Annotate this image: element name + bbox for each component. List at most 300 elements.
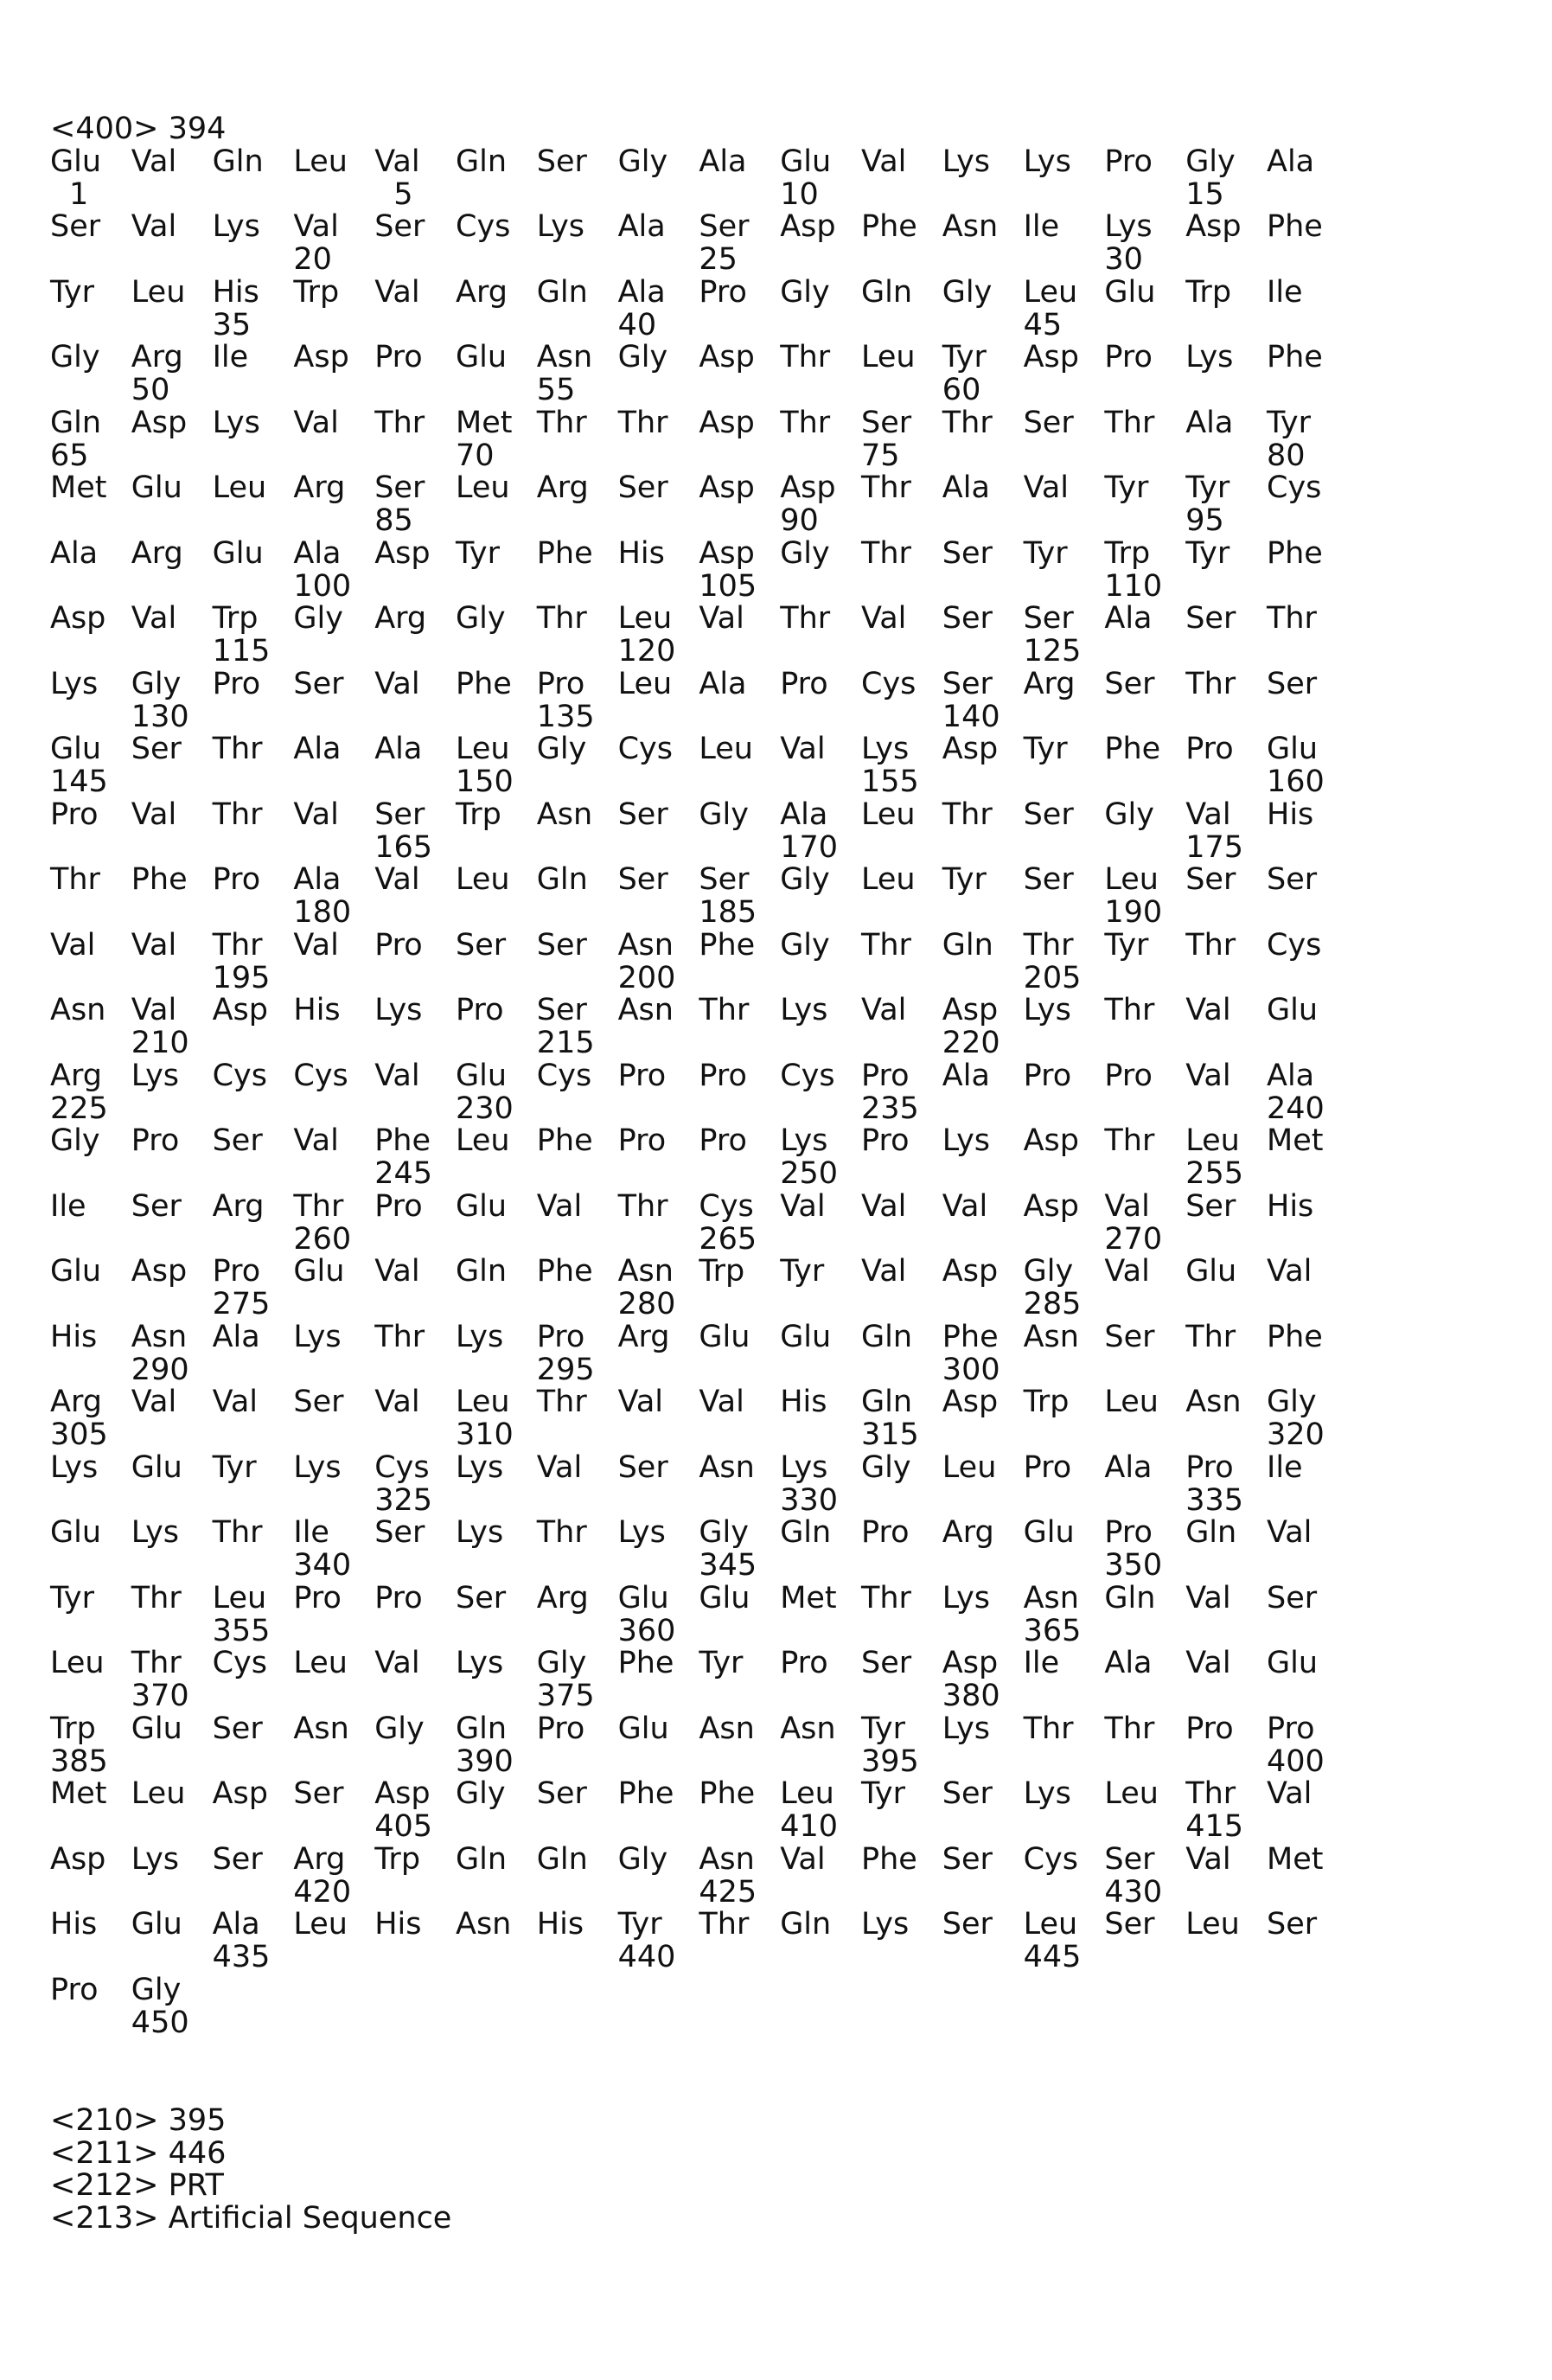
position-number: 315 (861, 1419, 919, 1452)
residue: Tyr (1024, 538, 1068, 571)
position-number-row (50, 440, 451, 473)
residue: Thr (618, 1191, 668, 1224)
position-number-row (50, 1615, 451, 1648)
residue: Leu (293, 1909, 348, 1942)
position-number-row (50, 1811, 451, 1844)
position-number: 75 (861, 440, 900, 473)
residue: Leu (618, 603, 673, 636)
position-number: 115 (213, 636, 271, 669)
residue: Thr (618, 407, 668, 440)
residue: Tyr (618, 1909, 662, 1942)
residue: Leu (699, 733, 753, 766)
position-number: 5 (393, 179, 412, 212)
position-number-row (50, 571, 451, 604)
residue: Val (293, 799, 338, 832)
position-number: 10 (780, 179, 819, 212)
residue: Lys (213, 211, 260, 244)
residue-row (50, 1452, 451, 1485)
field-value: Artificial Sequence (169, 2201, 452, 2236)
residue-row (50, 669, 451, 701)
position-number-row (50, 1877, 451, 1910)
residue: Ser (1024, 407, 1074, 440)
residue: Tyr (1024, 733, 1068, 766)
residue: Gln (456, 1844, 507, 1877)
residue: Leu (456, 864, 510, 897)
residue: His (50, 1909, 97, 1942)
residue: Leu (1185, 1125, 1240, 1158)
residue: Arg (1024, 669, 1076, 701)
residue: Ser (374, 799, 425, 832)
residue: Tyr (1267, 407, 1311, 440)
residue: Thr (1104, 995, 1154, 1027)
position-number: 365 (1024, 1615, 1082, 1648)
residue: Lys (537, 211, 584, 244)
residue: Pro (861, 1060, 910, 1093)
residue: Ala (942, 1060, 990, 1093)
position-number: 40 (618, 310, 657, 342)
residue: Asp (942, 995, 998, 1027)
residue: Lys (456, 1452, 503, 1485)
residue: Val (293, 407, 338, 440)
residue: Lys (861, 733, 909, 766)
residue: Pro (293, 1583, 342, 1615)
residue: Tyr (50, 1583, 94, 1615)
residue: Phe (537, 538, 593, 571)
position-number: 155 (861, 766, 919, 799)
position-number: 150 (456, 766, 514, 799)
residue: Asp (942, 1256, 998, 1289)
residue: Pro (213, 864, 261, 897)
position-number: 305 (50, 1419, 108, 1452)
residue: Ser (942, 1909, 993, 1942)
residue: Arg (213, 1191, 265, 1224)
position-number: 380 (942, 1680, 1000, 1713)
residue: Pro (456, 995, 504, 1027)
residue: Asn (618, 930, 674, 963)
residue: Gly (1267, 1386, 1317, 1419)
residue: Ser (1104, 1321, 1154, 1354)
residue: Val (618, 1386, 663, 1419)
field-tag: <211> (50, 2136, 158, 2171)
residue: Glu (1267, 995, 1318, 1027)
residue: Thr (1104, 1713, 1154, 1746)
residue: Leu (213, 1583, 267, 1615)
residue: Ile (293, 1517, 329, 1550)
position-number-row (50, 1093, 451, 1126)
residue-row (50, 211, 451, 244)
position-number: 410 (780, 1811, 838, 1844)
residue: Thr (131, 1647, 182, 1680)
residue: Gly (456, 603, 506, 636)
residue: Tyr (699, 1647, 743, 1680)
residue: Asn (1024, 1321, 1079, 1354)
residue: Thr (780, 342, 830, 374)
entry-field (50, 2105, 451, 2138)
residue: Cys (618, 733, 673, 766)
residue: Ser (374, 1517, 425, 1550)
residue: Cys (1267, 472, 1321, 505)
residue: Ser (50, 211, 100, 244)
residue: Glu (699, 1321, 750, 1354)
residue: Phe (456, 669, 512, 701)
header-tag: <400> (50, 112, 158, 146)
position-number: 430 (1104, 1877, 1162, 1910)
residue: Asp (699, 342, 754, 374)
residue: Ala (293, 538, 341, 571)
residue: Tyr (861, 1713, 905, 1746)
residue-row (50, 1647, 451, 1680)
position-number: 260 (293, 1224, 351, 1257)
residue: Val (131, 1386, 176, 1419)
residue: Gly (618, 146, 668, 179)
residue: Lys (1024, 995, 1071, 1027)
residue: Ser (213, 1125, 263, 1158)
position-number-row (50, 766, 451, 799)
residue: Ser (618, 1452, 668, 1485)
residue: Asp (293, 342, 348, 374)
residue: Glu (1024, 1517, 1075, 1550)
residue: Arg (131, 538, 183, 571)
position-number-row (50, 832, 451, 865)
residue: Tyr (942, 864, 987, 897)
field-tag: <213> (50, 2201, 158, 2236)
residue: Lys (293, 1452, 341, 1485)
position-number-row (50, 1942, 451, 1974)
residue: Lys (1024, 1778, 1071, 1811)
residue: Thr (374, 407, 425, 440)
residue-row (50, 407, 451, 440)
residue: Val (942, 1191, 987, 1224)
position-number-row (50, 374, 451, 407)
residue: Val (861, 995, 906, 1027)
residue: Val (131, 995, 176, 1027)
residue: Thr (537, 603, 587, 636)
residue: His (537, 1909, 584, 1942)
residue: Glu (1185, 1256, 1236, 1289)
residue-row (50, 342, 451, 374)
residue: Val (1185, 1060, 1230, 1093)
residue: Gly (50, 1125, 100, 1158)
position-number: 360 (618, 1615, 676, 1648)
residue: Lys (1024, 146, 1071, 179)
residue: Trp (213, 603, 259, 636)
residue: Leu (1104, 864, 1159, 897)
residue: Gly (374, 1713, 425, 1746)
residue: Glu (50, 733, 101, 766)
residue: Thr (1185, 1321, 1236, 1354)
position-number: 270 (1104, 1224, 1162, 1257)
position-number: 205 (1024, 963, 1082, 995)
residue: Arg (293, 472, 345, 505)
residue: Val (1024, 472, 1069, 505)
entry-field (50, 2203, 451, 2236)
residue: Thr (699, 995, 749, 1027)
residue: Asn (537, 342, 592, 374)
residue: Ser (1267, 669, 1317, 701)
residue: Thr (1185, 930, 1236, 963)
residue: Gln (537, 277, 588, 310)
residue: Asp (213, 1778, 268, 1811)
residue: Gly (1024, 1256, 1074, 1289)
residue-row (50, 603, 451, 636)
position-number: 95 (1185, 505, 1224, 538)
residue: Glu (618, 1713, 669, 1746)
residue: Glu (50, 1256, 101, 1289)
residue: Ala (374, 733, 422, 766)
residue: Pro (699, 1060, 747, 1093)
residue: Glu (456, 342, 507, 374)
residue: Phe (861, 1844, 917, 1877)
residue: Leu (131, 277, 186, 310)
residue: Leu (213, 472, 267, 505)
residue: Ala (1104, 1452, 1152, 1485)
position-number: 285 (1024, 1289, 1082, 1321)
residue: Gly (861, 1452, 911, 1485)
residue: Gly (780, 277, 830, 310)
residue: Cys (293, 1060, 348, 1093)
residue: Phe (618, 1778, 674, 1811)
residue: Leu (293, 146, 348, 179)
residue: Asp (699, 538, 754, 571)
position-number: 405 (374, 1811, 432, 1844)
position-number: 60 (942, 374, 981, 407)
residue: Asn (618, 1256, 674, 1289)
residue: Thr (1024, 1713, 1074, 1746)
position-number: 355 (213, 1615, 271, 1648)
residue: Gln (456, 146, 507, 179)
residue: Ser (861, 1647, 911, 1680)
residue: Glu (131, 1909, 182, 1942)
residue: Lys (942, 1713, 990, 1746)
residue: Asp (50, 603, 105, 636)
residue: Glu (50, 146, 101, 179)
residue: Leu (456, 733, 510, 766)
position-number: 435 (213, 1942, 271, 1974)
residue: Tyr (456, 538, 500, 571)
residue: Tyr (861, 1778, 905, 1811)
residue: Glu (1267, 733, 1318, 766)
residue: Leu (1185, 1909, 1240, 1942)
position-number-row (50, 310, 451, 342)
residue: Glu (780, 1321, 831, 1354)
position-number: 235 (861, 1093, 919, 1126)
residue: Asn (942, 211, 998, 244)
position-number-row (50, 1419, 451, 1452)
position-number-row (50, 244, 451, 277)
residue: Thr (1267, 603, 1317, 636)
residue: Ser (213, 1844, 263, 1877)
residue: Asn (699, 1713, 754, 1746)
residue: Gly (780, 538, 830, 571)
residue: Ile (1267, 277, 1303, 310)
position-number: 190 (1104, 897, 1162, 930)
residue: Ser (1104, 1909, 1154, 1942)
residue-row (50, 1844, 451, 1877)
residue: Ser (537, 995, 587, 1027)
residue: Tyr (213, 1452, 257, 1485)
position-number-row (50, 701, 451, 734)
residue-row (50, 1125, 451, 1158)
residue: Val (1185, 1583, 1230, 1615)
residue: Asp (942, 1647, 998, 1680)
position-number: 55 (537, 374, 576, 407)
position-number: 105 (699, 571, 757, 604)
residue: Arg (537, 1583, 589, 1615)
residue: Val (1185, 995, 1230, 1027)
residue: Asp (213, 995, 268, 1027)
residue: Thr (942, 799, 993, 832)
residue: Val (699, 1386, 744, 1419)
residue: Trp (50, 1713, 96, 1746)
residue: Thr (213, 930, 263, 963)
residue: Pro (780, 669, 828, 701)
position-number: 85 (374, 505, 413, 538)
residue: Leu (1024, 1909, 1078, 1942)
residue: Ile (50, 1191, 86, 1224)
position-number: 400 (1267, 1746, 1325, 1779)
field-value: 446 (169, 2136, 227, 2171)
residue: Arg (537, 472, 589, 505)
residue: Phe (1267, 538, 1323, 571)
field-tag: <212> (50, 2168, 158, 2203)
residue: Phe (699, 930, 755, 963)
field-value: 395 (169, 2103, 227, 2138)
residue: Gln (861, 1386, 912, 1419)
residue: Thr (537, 1517, 587, 1550)
residue-row (50, 472, 451, 505)
residue: Pro (1185, 733, 1234, 766)
residue: Ser (942, 1844, 993, 1877)
position-number: 200 (618, 963, 676, 995)
residue: Ser (942, 603, 993, 636)
residue: Asp (131, 1256, 187, 1289)
residue: Thr (293, 1191, 343, 1224)
residue: Tyr (1104, 472, 1148, 505)
residue-row (50, 930, 451, 963)
position-number: 185 (699, 897, 757, 930)
residue: Gly (780, 864, 830, 897)
residue: Glu (1267, 1647, 1318, 1680)
residue: Asp (1024, 1125, 1079, 1158)
position-number-row (50, 1158, 451, 1191)
position-number: 375 (537, 1680, 595, 1713)
residue: Cys (537, 1060, 591, 1093)
residue: Tyr (50, 277, 94, 310)
residue: Lys (456, 1517, 503, 1550)
residue: Ser (1024, 864, 1074, 897)
residue: Thr (1104, 1125, 1154, 1158)
residue: Pro (374, 1583, 423, 1615)
residue: Met (50, 472, 106, 505)
residue: Phe (537, 1256, 593, 1289)
position-number: 265 (699, 1224, 757, 1257)
entry-field (50, 2170, 451, 2203)
position-number: 290 (131, 1354, 189, 1387)
position-number-row (50, 1485, 451, 1518)
residue: His (374, 1909, 421, 1942)
residue: Leu (618, 669, 673, 701)
residue: Cys (780, 1060, 834, 1093)
position-number: 210 (131, 1027, 189, 1060)
residue: Val (131, 211, 176, 244)
residue: Val (293, 211, 338, 244)
residue: Met (50, 1778, 106, 1811)
residue: Thr (1185, 1778, 1236, 1811)
header-value: 394 (169, 112, 227, 146)
residue: Asn (456, 1909, 511, 1942)
residue: Asp (374, 1778, 430, 1811)
residue: Ala (1267, 146, 1314, 179)
position-number: 180 (293, 897, 351, 930)
position-number: 20 (293, 244, 332, 277)
residue: Val (131, 930, 176, 963)
residue: Leu (1104, 1778, 1159, 1811)
position-number: 225 (50, 1093, 108, 1126)
residue: Arg (374, 603, 426, 636)
residue: Arg (456, 277, 508, 310)
residue: Val (374, 1647, 419, 1680)
residue: Leu (50, 1647, 105, 1680)
residue: Pro (537, 1713, 585, 1746)
residue: Pro (131, 1125, 180, 1158)
residue: Thr (537, 1386, 587, 1419)
position-number: 25 (699, 244, 738, 277)
residue: Pro (618, 1125, 667, 1158)
residue: Asn (50, 995, 105, 1027)
residue: Gly (537, 733, 587, 766)
residue: Leu (942, 1452, 997, 1485)
residue: Ile (213, 342, 249, 374)
residue: Ser (942, 669, 993, 701)
residue: Leu (861, 799, 916, 832)
position-number: 420 (293, 1877, 351, 1910)
position-number: 1 (69, 179, 88, 212)
residue: Asn (537, 799, 592, 832)
residue: Lys (456, 1647, 503, 1680)
residue: Gln (861, 1321, 912, 1354)
residue: Met (780, 1583, 836, 1615)
residue: Ala (213, 1909, 260, 1942)
residue: Gly (618, 342, 668, 374)
residue: Val (861, 603, 906, 636)
residue: Pro (537, 1321, 585, 1354)
residue: Trp (293, 277, 339, 310)
residue: Ser (1267, 864, 1317, 897)
residue: Gly (293, 603, 343, 636)
residue-row (50, 146, 451, 179)
residue: Ile (1267, 1452, 1303, 1485)
position-number: 230 (456, 1093, 514, 1126)
field-value: PRT (169, 2168, 224, 2203)
position-number: 370 (131, 1680, 189, 1713)
residue: Val (1267, 1256, 1312, 1289)
residue: Gln (537, 864, 588, 897)
sequence-header (50, 113, 451, 146)
residue: Lys (942, 1583, 990, 1615)
residue: Cys (1024, 1844, 1078, 1877)
residue: Thr (1185, 669, 1236, 701)
position-number: 160 (1267, 766, 1325, 799)
position-number: 100 (293, 571, 351, 604)
residue: Leu (1024, 277, 1078, 310)
residue: Ala (1267, 1060, 1314, 1093)
residue: Lys (942, 146, 990, 179)
position-number: 125 (1024, 636, 1082, 669)
residue: Thr (780, 603, 830, 636)
residue: Val (537, 1452, 582, 1485)
residue: Leu (131, 1778, 186, 1811)
residue: Val (1267, 1778, 1312, 1811)
